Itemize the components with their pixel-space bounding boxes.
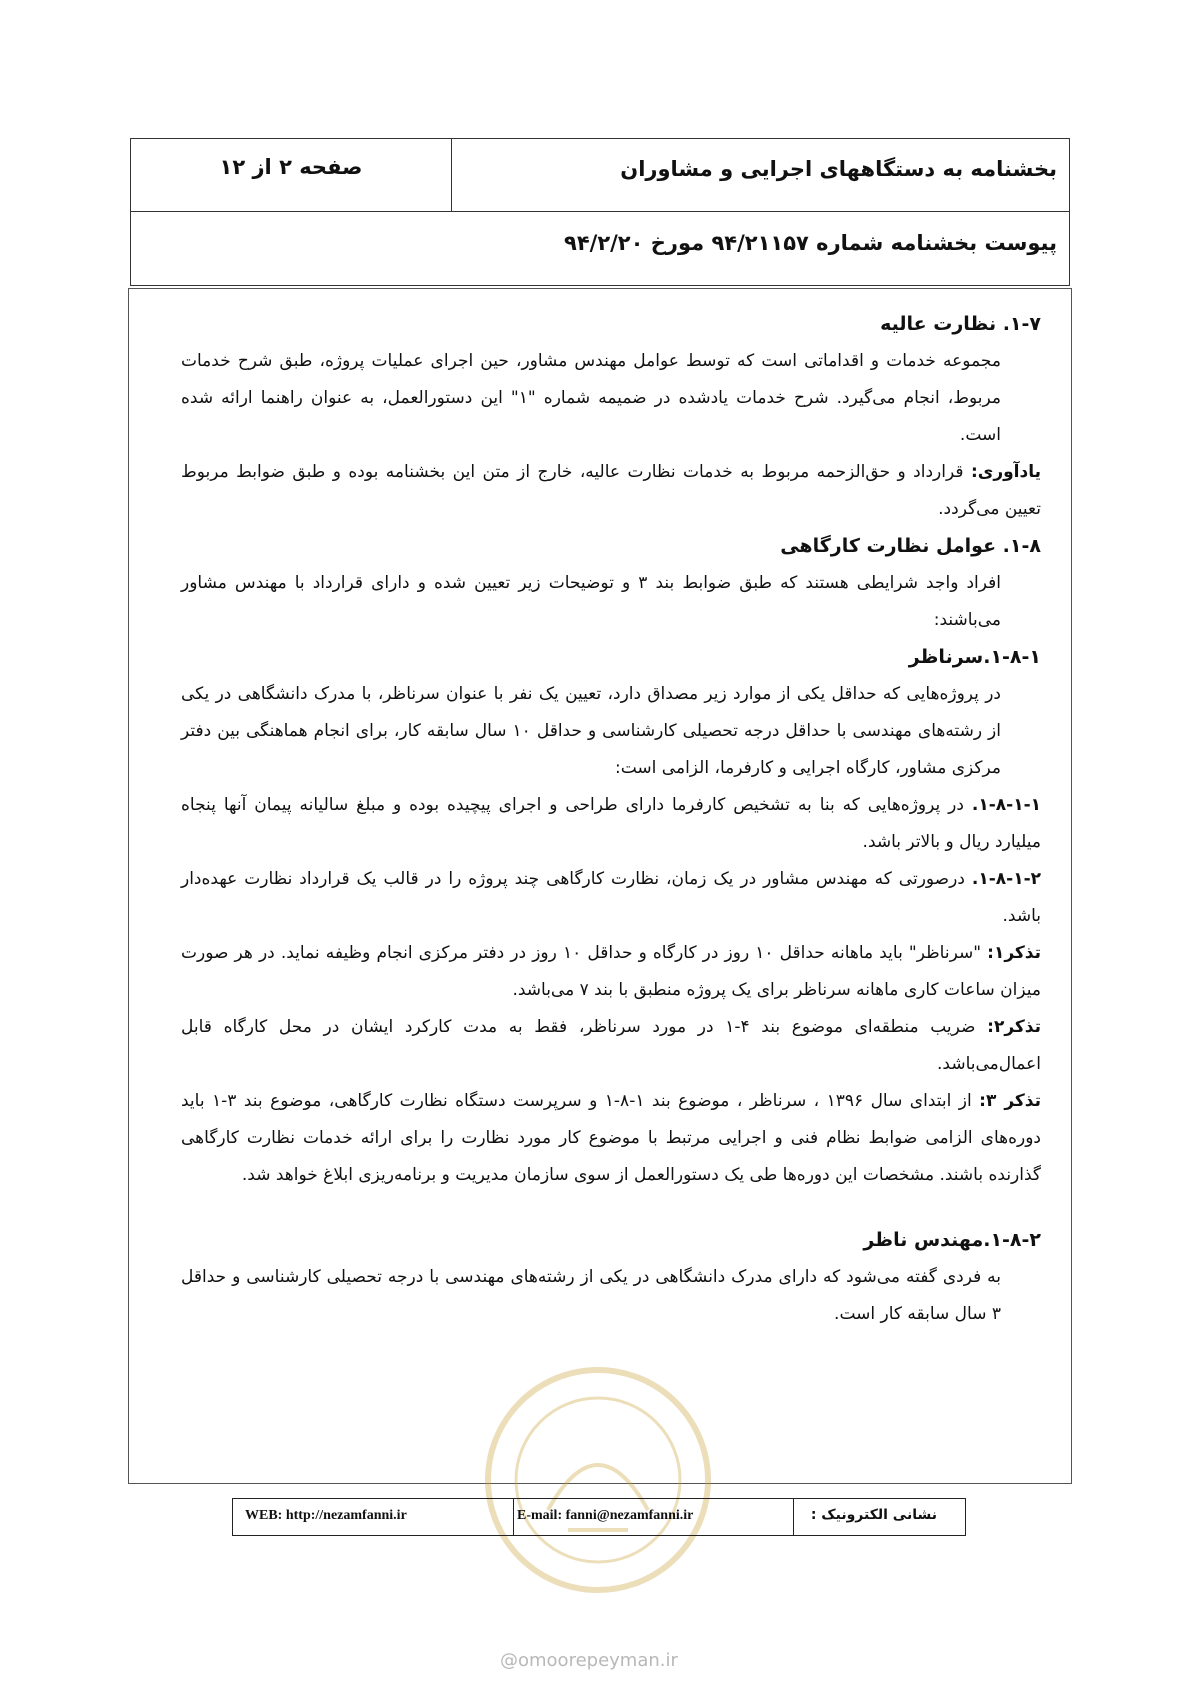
item-label: ۱-۸-۱-۲. [971,869,1041,889]
section-title-1-8-2: ۱-۸-۲.مهندس ناظر [863,1229,1041,1251]
watermark-site: @omoorepeyman.ir [500,1650,678,1671]
note-3 [181,1083,1041,1194]
section-text-1-8-2: به فردی گفته می‌شود که دارای مدرک دانشگاهی در یکی از رشته‌های مهندسی با درجه تحصیلی کارشناسی و حداقل ۳ سال سابقه کار است. [181,1267,1001,1324]
list-item [181,787,1041,861]
footer-divider [793,1499,794,1535]
section-title-1-8-1: ۱-۸-۱.سرناظر [908,646,1041,668]
note-label: تذکر۱: [987,943,1041,963]
item-text: درصورتی که مهندس مشاور در یک زمان، نظارت کارگاهی چند پروژه را در قالب یک قرارداد نظارت عهده‌دار باشد. [181,869,1041,926]
section-text-1-8-1: در پروژه‌هایی که حداقل یکی از موارد زیر مصداق دارد، تعیین یک نفر با عنوان سرناظر، با مدرک دانشگاهی در یکی از رشته‌های مهندسی با حداقل درجه تحصیلی کارشناسی و حداقل ۱۰ سال سابقه کار، برای انجام هماهنگی بین دفتر مرکزی مشاور، کارگاه اجرایی و کارفرما، الزامی است: [181,684,1001,778]
document-title: بخشنامه به دستگاههای اجرایی و مشاوران [620,157,1057,181]
page-number: صفحه ۲ از ۱۲ [219,155,363,179]
seal-logo-icon [478,1360,718,1600]
header-table [130,138,1070,286]
note-text: "سرناظر" باید ماهانه حداقل ۱۰ روز در کارگاه و حداقل ۱۰ روز در دفتر مرکزی انجام وظیفه نماید. در هر صورت میزان ساعات کاری ماهانه سرناظر برای یک پروژه منطبق با بند ۷ می‌باشد. [181,943,1041,1000]
item-label: ۱-۸-۱-۱. [971,795,1041,815]
note-label: تذکر ۳: [979,1091,1041,1111]
reminder-label: یادآوری: [970,462,1041,482]
section-text-1-8: افراد واجد شرایطی هستند که طبق ضوابط بند ۳ و توضیحات زیر تعیین شده و دارای قرارداد با مهندس مشاور می‌باشند: [181,573,1001,630]
section-text-1-7: مجموعه خدمات و اقداماتی است که توسط عوامل مهندس مشاور، حین اجرای عملیات پروژه، طبق شرح خدمات مربوط، انجام می‌گیرد. شرح خدمات یادشده در ضمیمه شماره "۱" این دستورالعمل، به عنوان راهنما ارائه شده است. [181,351,1001,445]
header-row [131,139,1069,212]
item-text: در پروژه‌هایی که بنا به تشخیص کارفرما دارای طراحی و اجرای پیچیده بوده و مبلغ سالیانه پیمان آنها پنجاه میلیارد ریال و بالاتر باشد. [181,795,1041,852]
footer-label: نشانی الکترونیک : [810,1507,937,1523]
note-2 [181,1009,1041,1083]
spacer [181,1194,1041,1222]
note-label: تذکر۲: [987,1017,1041,1037]
document-subtitle: پیوست بخشنامه شماره ۹۴/۲۱۱۵۷ مورخ ۹۴/۲/۲۰ [564,231,1057,255]
section-title-1-8: ۱-۸. عوامل نظارت کارگاهی [780,535,1041,557]
reminder-paragraph [181,454,1041,528]
footer-email-link[interactable]: E-mail: fanni@nezamfanni.ir [517,1508,694,1523]
footer-divider [513,1499,514,1535]
reminder-text: قرارداد و حق‌الزحمه مربوط به خدمات نظارت عالیه، خارج از متن این بخشنامه بوده و طبق ضوابط مربوط تعیین می‌گردد. [181,462,1041,519]
header-divider [451,139,452,211]
note-text: ضریب منطقه‌ای موضوع بند ۴-۱ در مورد سرناظر، فقط به مدت کارکرد ایشان در محل کارگاه قابل اعمال‌می‌باشد. [181,1017,1041,1074]
document-body [181,306,1041,1333]
footer-web-link[interactable]: WEB: http://nezamfanni.ir [245,1508,407,1523]
footer-contact-box [232,1498,966,1536]
section-title-1-7: ۱-۷. نظارت عالیه [880,313,1041,335]
list-item [181,861,1041,935]
note-1 [181,935,1041,1009]
note-text: از ابتدای سال ۱۳۹۶ ، سرناظر ، موضوع بند ۱-۸-۱ و سرپرست دستگاه نظارت کارگاهی، موضوع بند ۳-۱ باید دوره‌های الزامی ضوابط نظام فنی و اجرایی مرتبط با موضوع کار مورد نظارت را برای ارائه خدمات نظارت کارگاهی گذارنده باشند. مشخصات این دوره‌ها طی یک دستورالعمل از سوی سازمان مدیریت و برنامه‌ریزی ابلاغ خواهد شد. [181,1091,1041,1185]
